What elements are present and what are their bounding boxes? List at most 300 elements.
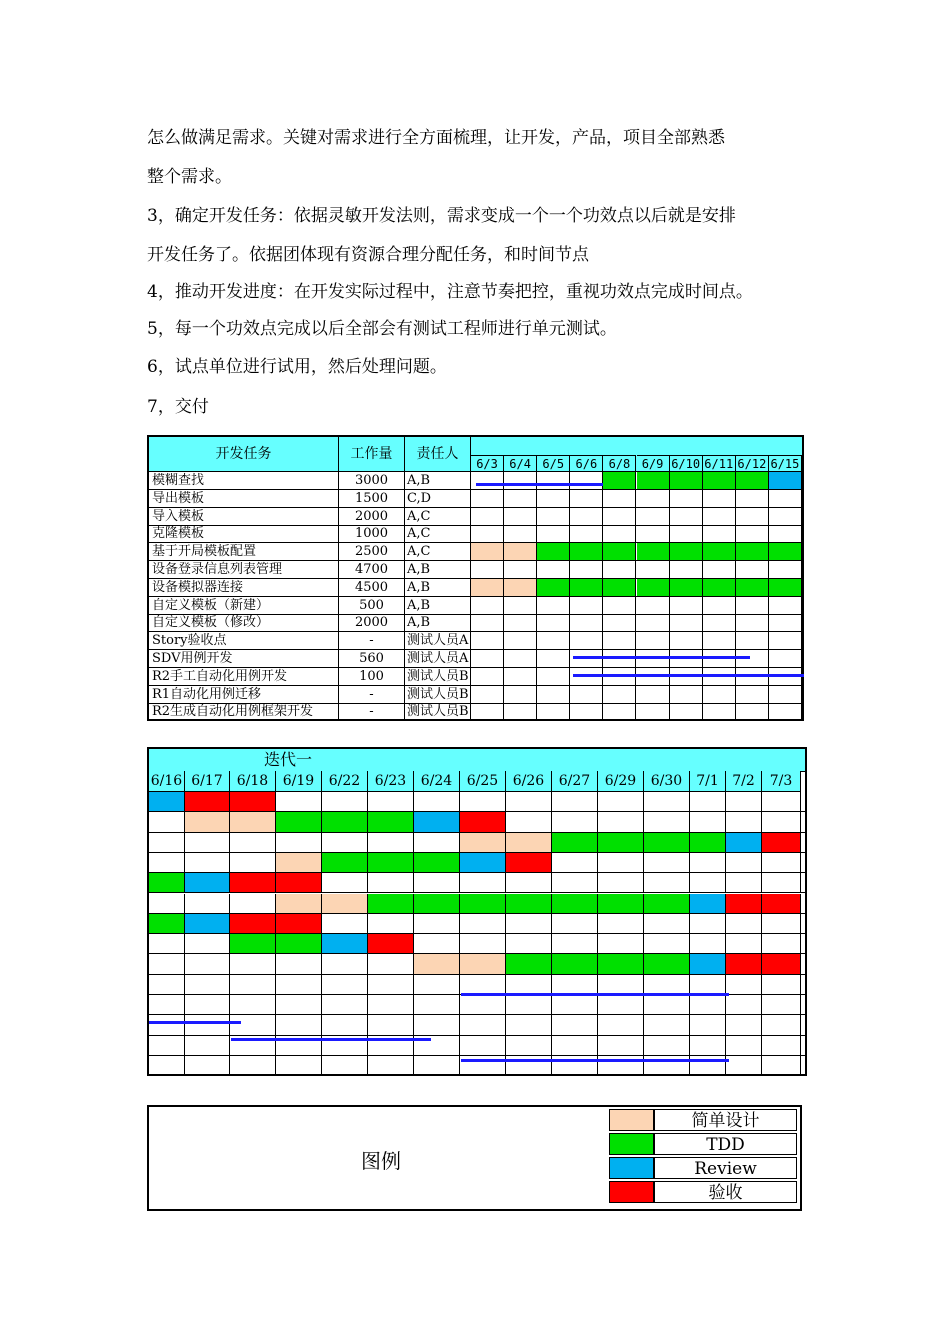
schedule-cell — [322, 914, 368, 933]
schedule-cell — [769, 579, 802, 596]
date-header: 6/6 — [570, 455, 603, 471]
owner: A,C — [405, 525, 471, 542]
schedule-cell — [736, 508, 769, 525]
schedule-cell — [276, 1056, 322, 1075]
date-header: 6/23 — [368, 771, 414, 792]
schedule-cell — [552, 1015, 598, 1034]
schedule-cell — [149, 934, 185, 953]
schedule-cell — [726, 1056, 762, 1075]
schedule-cell — [506, 1015, 552, 1034]
schedule-cell — [552, 1036, 598, 1055]
date-header: 6/8 — [603, 455, 636, 471]
schedule-cell — [570, 686, 603, 703]
schedule-cell — [598, 1036, 644, 1055]
task-name: 导入模板 — [149, 508, 339, 525]
schedule-cell — [598, 812, 644, 831]
date-header: 6/3 — [471, 455, 504, 471]
schedule-cell — [670, 490, 703, 507]
schedule-cell — [504, 597, 537, 614]
schedule-cell — [471, 508, 504, 525]
schedule-cell — [552, 995, 598, 1014]
schedule-cell — [690, 954, 726, 973]
schedule-cell — [637, 632, 670, 649]
schedule-cell — [537, 703, 570, 720]
schedule-cell — [644, 1036, 690, 1055]
schedule-cell — [414, 1056, 460, 1075]
owner: A,B — [405, 579, 471, 596]
schedule-cell — [644, 954, 690, 973]
schedule-cell — [276, 954, 322, 973]
schedule-cell — [644, 995, 690, 1014]
schedule-cell — [736, 597, 769, 614]
schedule-cell — [703, 686, 736, 703]
schedule-cell — [185, 1056, 230, 1075]
schedule-cell — [552, 812, 598, 831]
schedule-cell — [149, 1036, 185, 1055]
schedule-cell — [552, 792, 598, 811]
task-name: R2生成自动化用例框架开发 — [149, 703, 339, 720]
schedule-cell — [460, 914, 506, 933]
schedule-cell — [506, 812, 552, 831]
schedule-cell — [414, 995, 460, 1014]
schedule-cell — [537, 490, 570, 507]
schedule-cell — [644, 894, 690, 913]
schedule-cell — [471, 597, 504, 614]
schedule-cell — [603, 703, 636, 720]
schedule-cell — [185, 1015, 230, 1034]
schedule-cell — [276, 975, 322, 994]
schedule-cell — [414, 894, 460, 913]
schedule-cell — [690, 934, 726, 953]
schedule-cell — [185, 873, 230, 892]
schedule-cell — [769, 632, 802, 649]
table-header — [149, 437, 802, 472]
workload: 2000 — [339, 614, 405, 631]
schedule-cell — [368, 833, 414, 852]
schedule-cell — [368, 995, 414, 1014]
schedule-cell — [690, 1015, 726, 1034]
schedule-cell — [537, 614, 570, 631]
schedule-cell — [506, 1036, 552, 1055]
schedule-cell — [322, 833, 368, 852]
schedule-cell — [368, 1056, 414, 1075]
task-name: 模糊查找 — [149, 472, 339, 489]
schedule-cell — [230, 873, 276, 892]
schedule-cell — [603, 614, 636, 631]
date-header: 6/26 — [506, 771, 552, 792]
table-row — [149, 614, 802, 632]
schedule-cell — [703, 508, 736, 525]
schedule-cell — [149, 1056, 185, 1075]
schedule-cell — [644, 975, 690, 994]
schedule-cell — [637, 703, 670, 720]
table-row — [149, 472, 802, 490]
schedule-cell — [414, 1015, 460, 1034]
legend-label-acceptance: 验收 — [654, 1181, 797, 1203]
schedule-cell — [506, 873, 552, 892]
schedule-cell — [736, 703, 769, 720]
schedule-cell — [603, 561, 636, 578]
schedule-cell — [637, 614, 670, 631]
schedule-cell — [322, 894, 368, 913]
schedule-cell — [460, 873, 506, 892]
progress-line — [461, 1059, 729, 1062]
schedule-cell — [690, 873, 726, 892]
schedule-cell — [644, 792, 690, 811]
schedule-cell — [726, 1036, 762, 1055]
schedule-cell — [504, 686, 537, 703]
schedule-cell — [670, 614, 703, 631]
schedule-cell — [598, 792, 644, 811]
progress-line — [476, 483, 603, 486]
schedule-cell — [726, 853, 762, 872]
schedule-cell — [690, 792, 726, 811]
schedule-cell — [703, 561, 736, 578]
header-work: 工作量 — [339, 437, 405, 471]
schedule-cell — [460, 792, 506, 811]
schedule-cell — [504, 508, 537, 525]
schedule-cell — [368, 975, 414, 994]
schedule-cell — [537, 543, 570, 560]
schedule-cell — [726, 812, 762, 831]
schedule-cell — [670, 561, 703, 578]
schedule-cell — [276, 812, 322, 831]
schedule-cell — [460, 954, 506, 973]
schedule-cell — [506, 894, 552, 913]
schedule-cell — [570, 561, 603, 578]
workload: - — [339, 632, 405, 649]
schedule-cell — [322, 1056, 368, 1075]
progress-line — [149, 1021, 241, 1024]
schedule-cell — [185, 1036, 230, 1055]
owner: 测试人员A — [405, 632, 471, 649]
schedule-cell — [230, 894, 276, 913]
schedule-cell — [471, 490, 504, 507]
task-name: Story验收点 — [149, 632, 339, 649]
schedule-cell — [506, 995, 552, 1014]
schedule-cell — [368, 914, 414, 933]
schedule-cell — [185, 833, 230, 852]
schedule-cell — [762, 833, 801, 852]
date-header: 6/18 — [230, 771, 276, 792]
schedule-cell — [230, 833, 276, 852]
schedule-cell — [276, 792, 322, 811]
schedule-cell — [703, 472, 736, 489]
schedule-cell — [414, 873, 460, 892]
header-owner: 责任人 — [405, 437, 471, 471]
owner: 测试人员A — [405, 650, 471, 667]
schedule-cell — [762, 975, 801, 994]
schedule-cell — [637, 490, 670, 507]
paragraph-line: 6，试点单位进行试用，然后处理问题。 — [147, 357, 447, 377]
schedule-cell — [670, 508, 703, 525]
workload: 500 — [339, 597, 405, 614]
schedule-cell — [570, 525, 603, 542]
schedule-cell — [506, 853, 552, 872]
schedule-cell — [471, 650, 504, 667]
date-header: 6/5 — [537, 455, 570, 471]
schedule-cell — [762, 853, 801, 872]
schedule-cell — [644, 812, 690, 831]
owner: 测试人员B — [405, 668, 471, 685]
workload: - — [339, 686, 405, 703]
task-name: 自定义模板（新建） — [149, 597, 339, 614]
schedule-cell — [504, 668, 537, 685]
date-header: 6/4 — [504, 455, 537, 471]
schedule-cell — [690, 914, 726, 933]
schedule-cell — [149, 914, 185, 933]
date-header: 6/17 — [185, 771, 230, 792]
legend-swatch-review — [609, 1157, 654, 1179]
schedule-cell — [769, 472, 802, 489]
schedule-cell — [762, 914, 801, 933]
task-name: 基于开局模板配置 — [149, 543, 339, 560]
schedule-cell — [414, 914, 460, 933]
schedule-cell — [276, 914, 322, 933]
schedule-cell — [460, 1015, 506, 1034]
task-name: 导出模板 — [149, 490, 339, 507]
owner: A,B — [405, 597, 471, 614]
schedule-cell — [322, 873, 368, 892]
schedule-cell — [644, 934, 690, 953]
header-task: 开发任务 — [149, 437, 339, 471]
schedule-cell — [552, 914, 598, 933]
schedule-cell — [670, 525, 703, 542]
date-header: 6/29 — [598, 771, 644, 792]
schedule-cell — [368, 934, 414, 953]
schedule-cell — [506, 914, 552, 933]
table-row — [149, 914, 805, 934]
schedule-cell — [506, 975, 552, 994]
schedule-cell — [230, 995, 276, 1014]
paragraph-line: 怎么做满足需求。关键对需求进行全方面梳理，让开发，产品，项目全部熟悉 — [147, 128, 725, 148]
schedule-cell — [603, 543, 636, 560]
schedule-cell — [603, 525, 636, 542]
schedule-cell — [460, 894, 506, 913]
owner: A,B — [405, 614, 471, 631]
table-row — [149, 490, 802, 508]
schedule-cell — [368, 792, 414, 811]
schedule-cell — [368, 1015, 414, 1034]
schedule-cell — [185, 934, 230, 953]
schedule-cell — [637, 543, 670, 560]
schedule-cell — [670, 632, 703, 649]
schedule-cell — [149, 954, 185, 973]
schedule-cell — [552, 975, 598, 994]
schedule-cell — [603, 490, 636, 507]
schedule-cell — [537, 579, 570, 596]
date-header: 6/11 — [703, 455, 736, 471]
schedule-cell — [603, 686, 636, 703]
table-row — [149, 792, 805, 812]
date-header: 6/24 — [414, 771, 460, 792]
legend-swatch-simple-design — [609, 1109, 654, 1131]
date-header: 7/1 — [690, 771, 726, 792]
schedule-cell — [368, 853, 414, 872]
schedule-cell — [637, 508, 670, 525]
schedule-cell — [570, 508, 603, 525]
schedule-cell — [736, 579, 769, 596]
paragraph-line: 5，每一个功效点完成以后全部会有测试工程师进行单元测试。 — [147, 319, 617, 339]
legend-label-tdd: TDD — [654, 1133, 797, 1155]
progress-line — [231, 1038, 431, 1041]
schedule-cell — [276, 934, 322, 953]
schedule-cell — [322, 853, 368, 872]
schedule-cell — [149, 833, 185, 852]
schedule-cell — [368, 954, 414, 973]
schedule-cell — [504, 614, 537, 631]
schedule-cell — [230, 853, 276, 872]
schedule-cell — [552, 934, 598, 953]
schedule-cell — [230, 792, 276, 811]
schedule-cell — [276, 894, 322, 913]
date-header: 6/30 — [644, 771, 690, 792]
table-row — [149, 686, 802, 704]
schedule-cell — [703, 597, 736, 614]
schedule-cell — [506, 792, 552, 811]
schedule-cell — [149, 812, 185, 831]
owner: A,C — [405, 543, 471, 560]
schedule-cell — [598, 873, 644, 892]
schedule-cell — [769, 614, 802, 631]
date-header: 6/12 — [736, 455, 769, 471]
schedule-cell — [460, 812, 506, 831]
paragraph-line: 7，交付 — [147, 397, 209, 417]
schedule-cell — [537, 472, 570, 489]
table-row — [149, 975, 805, 995]
owner: 测试人员B — [405, 686, 471, 703]
schedule-cell — [414, 833, 460, 852]
schedule-cell — [504, 650, 537, 667]
schedule-cell — [726, 934, 762, 953]
schedule-cell — [537, 632, 570, 649]
schedule-cell — [460, 833, 506, 852]
date-header: 6/16 — [149, 771, 185, 792]
iteration-title-row — [149, 749, 805, 772]
schedule-cell — [460, 1036, 506, 1055]
schedule-cell — [670, 543, 703, 560]
schedule-cell — [368, 812, 414, 831]
schedule-cell — [762, 995, 801, 1014]
schedule-cell — [537, 561, 570, 578]
schedule-cell — [570, 632, 603, 649]
date-header: 6/22 — [322, 771, 368, 792]
schedule-cell — [762, 792, 801, 811]
iteration-schedule-table — [147, 747, 807, 1076]
schedule-cell — [637, 472, 670, 489]
schedule-cell — [726, 792, 762, 811]
schedule-cell — [670, 597, 703, 614]
schedule-cell — [769, 703, 802, 720]
schedule-cell — [506, 954, 552, 973]
schedule-cell — [185, 914, 230, 933]
workload: 2500 — [339, 543, 405, 560]
schedule-cell — [570, 614, 603, 631]
owner: A,B — [405, 472, 471, 489]
schedule-cell — [726, 995, 762, 1014]
schedule-cell — [368, 894, 414, 913]
schedule-cell — [703, 490, 736, 507]
progress-line — [573, 674, 804, 677]
schedule-cell — [414, 792, 460, 811]
schedule-cell — [322, 995, 368, 1014]
table-row — [149, 1015, 805, 1035]
schedule-cell — [230, 934, 276, 953]
schedule-cell — [322, 975, 368, 994]
schedule-cell — [230, 914, 276, 933]
legend-swatch-acceptance — [609, 1181, 654, 1203]
date-header: 7/2 — [726, 771, 762, 792]
task-name: R2手工自动化用例开发 — [149, 668, 339, 685]
schedule-cell — [769, 543, 802, 560]
task-name: R1自动化用例迁移 — [149, 686, 339, 703]
schedule-cell — [736, 686, 769, 703]
schedule-cell — [637, 525, 670, 542]
schedule-cell — [670, 472, 703, 489]
schedule-cell — [460, 853, 506, 872]
schedule-cell — [769, 561, 802, 578]
table-row — [149, 995, 805, 1015]
schedule-cell — [471, 686, 504, 703]
schedule-cell — [703, 543, 736, 560]
schedule-cell — [552, 833, 598, 852]
schedule-cell — [537, 525, 570, 542]
schedule-cell — [552, 894, 598, 913]
date-header: 6/27 — [552, 771, 598, 792]
schedule-cell — [736, 543, 769, 560]
schedule-cell — [504, 490, 537, 507]
workload: 100 — [339, 668, 405, 685]
schedule-cell — [276, 873, 322, 892]
schedule-cell — [149, 894, 185, 913]
schedule-cell — [471, 579, 504, 596]
schedule-cell — [552, 954, 598, 973]
date-header: 6/25 — [460, 771, 506, 792]
task-name: SDV用例开发 — [149, 650, 339, 667]
schedule-cell — [504, 472, 537, 489]
schedule-cell — [603, 472, 636, 489]
task-name: 自定义模板（修改） — [149, 614, 339, 631]
legend-swatch-tdd — [609, 1133, 654, 1155]
workload: 1000 — [339, 525, 405, 542]
schedule-cell — [644, 833, 690, 852]
workload: 4500 — [339, 579, 405, 596]
paragraph-line: 开发任务了。依据团体现有资源合理分配任务，和时间节点 — [147, 245, 589, 265]
schedule-cell — [769, 490, 802, 507]
date-header: 7/3 — [762, 771, 801, 792]
schedule-cell — [471, 632, 504, 649]
table-row — [149, 853, 805, 873]
schedule-cell — [762, 1015, 801, 1034]
schedule-cell — [736, 632, 769, 649]
schedule-cell — [637, 579, 670, 596]
task-schedule-table — [147, 435, 804, 721]
schedule-cell — [471, 703, 504, 720]
schedule-cell — [570, 579, 603, 596]
schedule-cell — [414, 853, 460, 872]
schedule-cell — [460, 975, 506, 994]
task-name: 克隆模板 — [149, 525, 339, 542]
table-row — [149, 561, 802, 579]
schedule-cell — [670, 703, 703, 720]
schedule-cell — [762, 894, 801, 913]
schedule-cell — [762, 954, 801, 973]
schedule-cell — [471, 525, 504, 542]
schedule-cell — [736, 561, 769, 578]
schedule-cell — [185, 954, 230, 973]
schedule-cell — [598, 934, 644, 953]
iteration-title: 迭代一 — [264, 750, 313, 769]
